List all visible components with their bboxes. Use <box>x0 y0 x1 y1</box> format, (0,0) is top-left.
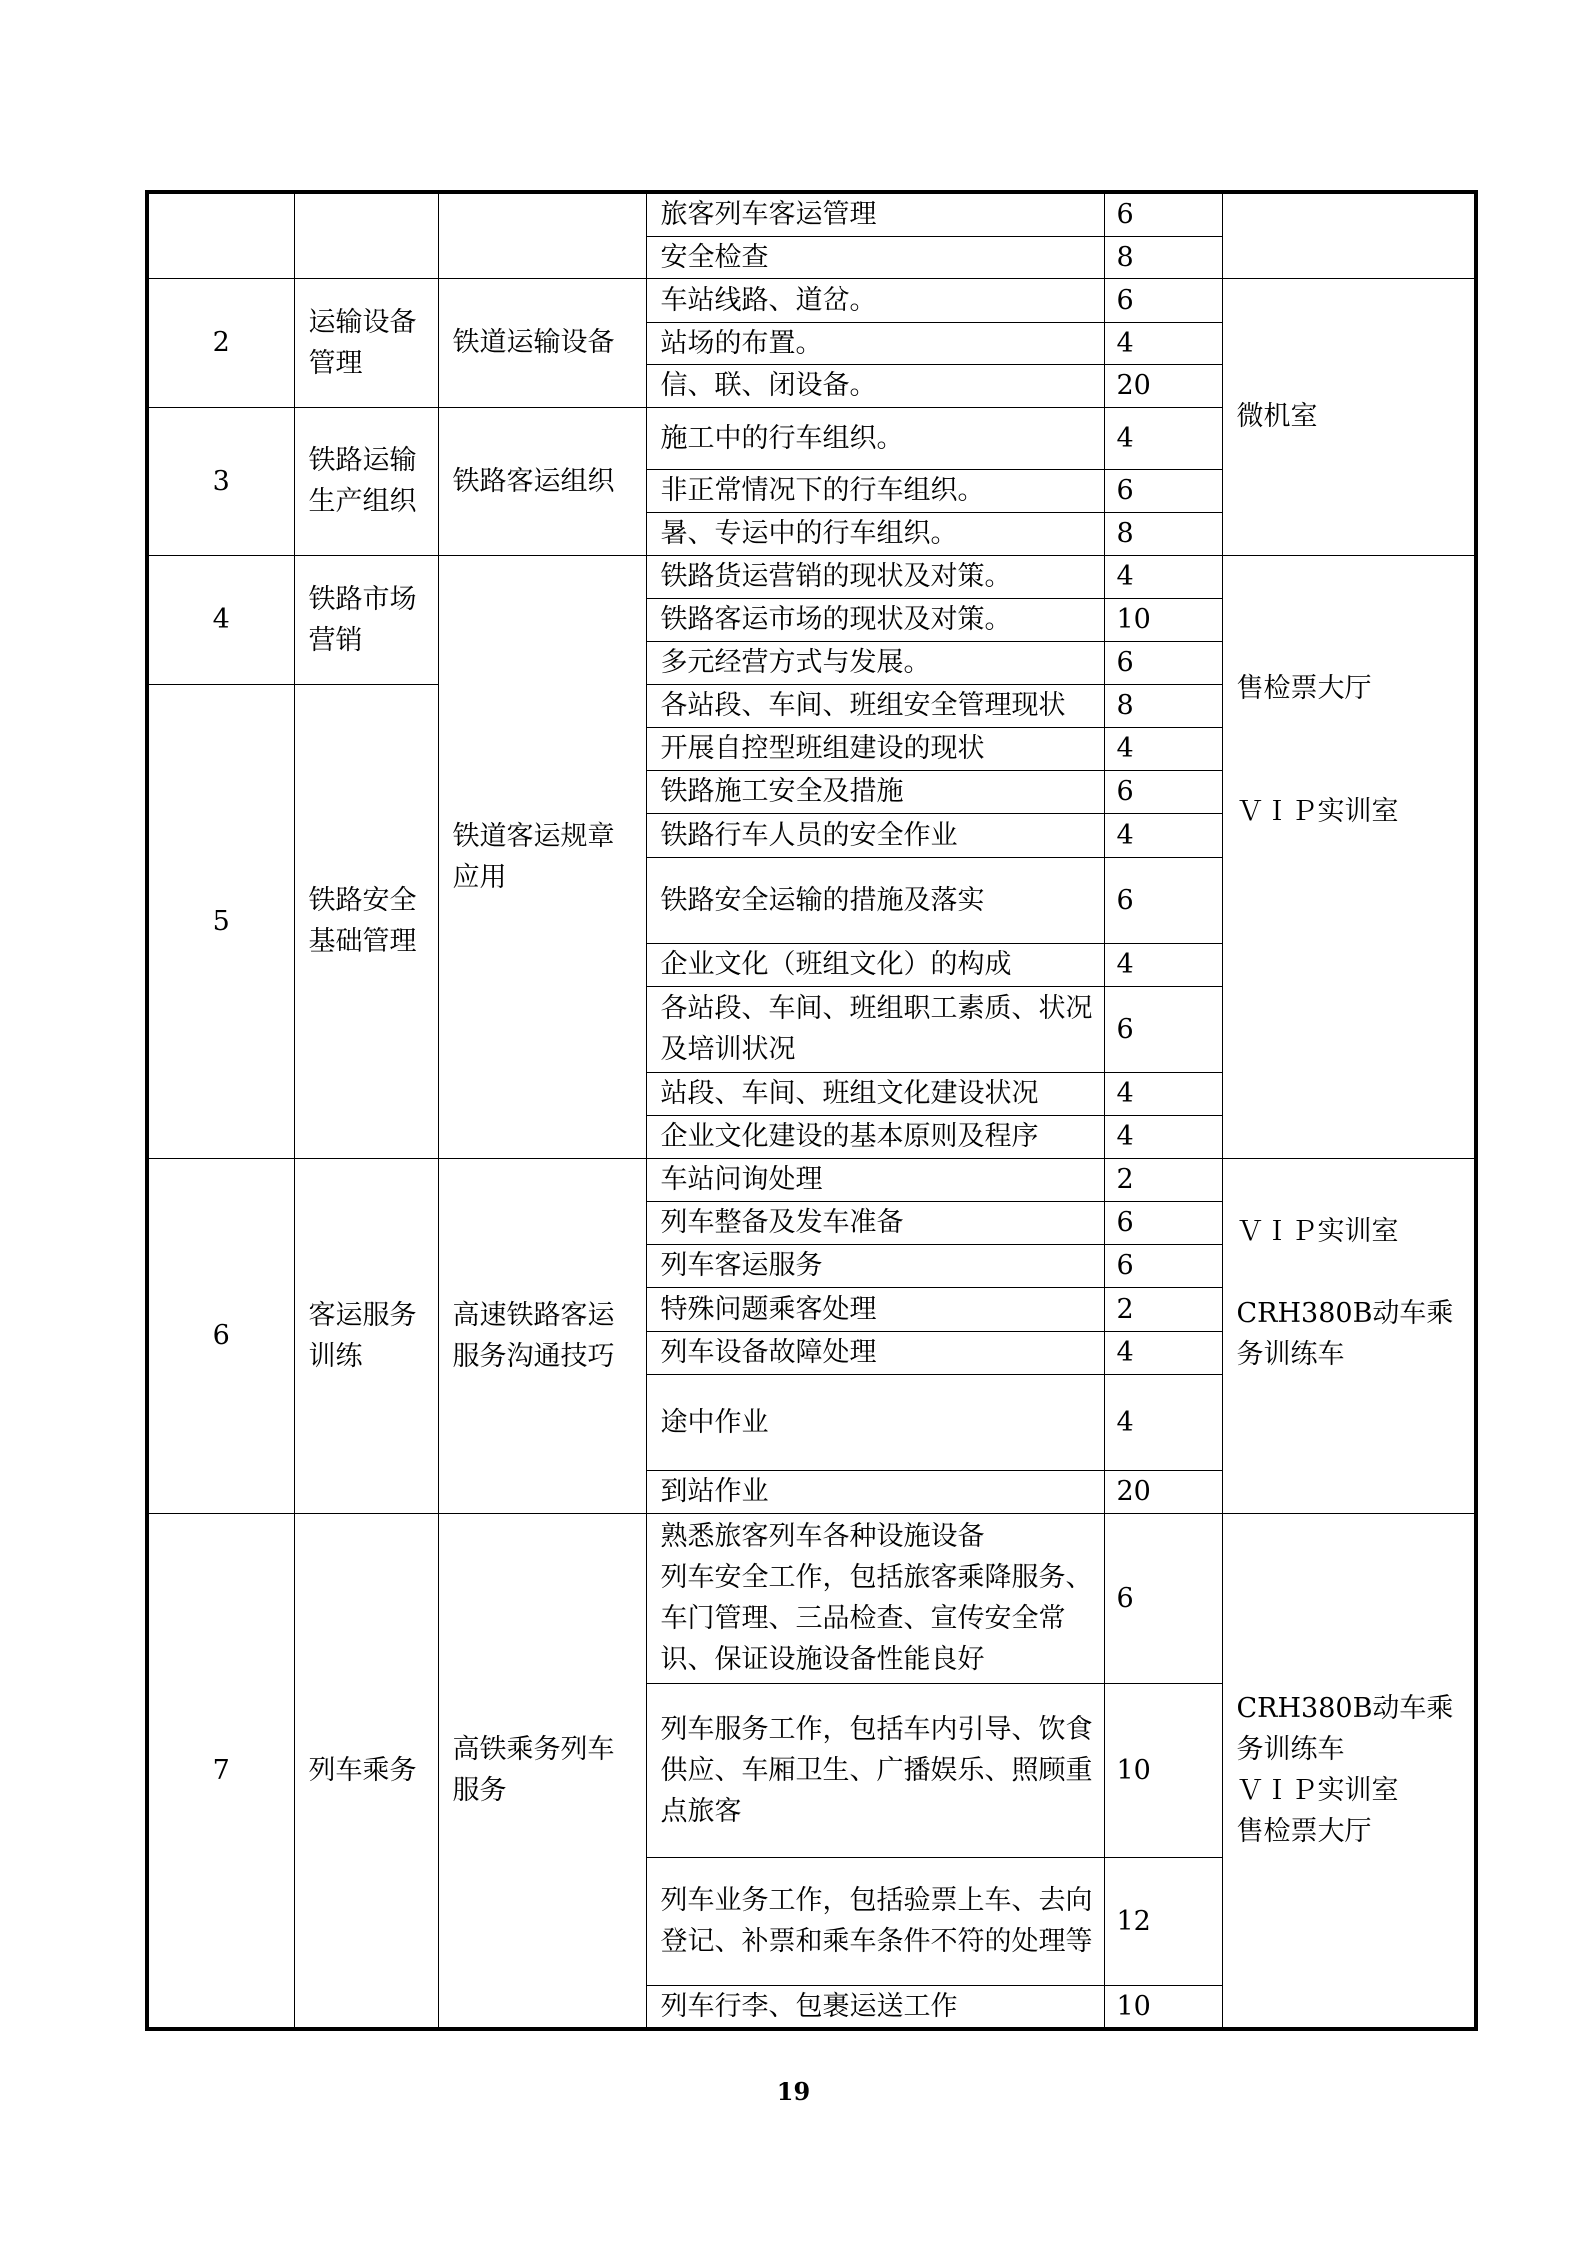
hours-cell: 4 <box>1104 1115 1222 1158</box>
topic-cell: 铁路行车人员的安全作业 <box>646 813 1104 857</box>
topic-cell: 列车行李、包裹运送工作 <box>646 1985 1104 2029</box>
topic-cell: 站场的布置。 <box>646 322 1104 364</box>
topic-cell: 车站线路、道岔。 <box>646 278 1104 322</box>
topic-cell: 旅客列车客运管理 <box>646 192 1104 236</box>
hours-cell: 6 <box>1104 641 1222 684</box>
project-cell: 客运服务训练 <box>294 1158 438 1513</box>
project-cell: 铁路安全基础管理 <box>294 684 438 1158</box>
hours-cell: 10 <box>1104 598 1222 641</box>
topic-cell: 站段、车间、班组文化建设状况 <box>646 1072 1104 1115</box>
table-row <box>147 1158 1476 1201</box>
hours-cell: 10 <box>1104 1985 1222 2029</box>
topic-cell: 列车设备故障处理 <box>646 1331 1104 1374</box>
site-ticket-hall: 售检票大厅 <box>1236 672 1372 704</box>
topic-cell: 列车服务工作，包括车内引导、饮食供应、车厢卫生、广播娱乐、照顾重点旅客 <box>646 1683 1104 1857</box>
project-cell: 运输设备管理 <box>294 278 438 407</box>
topic-cell: 铁路安全运输的措施及落实 <box>646 857 1104 943</box>
topic-cell: 暑、专运中的行车组织。 <box>646 512 1104 555</box>
number-cell: 2 <box>147 278 294 407</box>
site-vip-room: ＶＩＰ实训室 <box>1236 795 1399 827</box>
hours-cell: 6 <box>1104 192 1222 236</box>
number-cell: 6 <box>147 1158 294 1513</box>
hours-cell: 6 <box>1104 1513 1222 1683</box>
site-cell <box>1222 1158 1476 1513</box>
hours-cell: 6 <box>1104 770 1222 813</box>
site-cell <box>1222 555 1476 1158</box>
hours-cell: 6 <box>1104 857 1222 943</box>
hours-cell: 12 <box>1104 1857 1222 1985</box>
hours-cell: 4 <box>1104 1331 1222 1374</box>
hours-cell: 4 <box>1104 322 1222 364</box>
site-crh-train: CRH380B动车乘务训练车 <box>1236 1297 1454 1370</box>
topic-cell: 非正常情况下的行车组织。 <box>646 469 1104 512</box>
topic-cell: 列车业务工作，包括验票上车、去向登记、补票和乘车条件不符的处理等 <box>646 1857 1104 1985</box>
table-row <box>147 278 1476 322</box>
number-cell: 7 <box>147 1513 294 2029</box>
hours-cell: 6 <box>1104 1201 1222 1244</box>
topic-cell: 企业文化建设的基本原则及程序 <box>646 1115 1104 1158</box>
course-cell: 铁路客运组织 <box>438 407 646 555</box>
topic-cell: 施工中的行车组织。 <box>646 407 1104 469</box>
hours-cell: 8 <box>1104 236 1222 278</box>
hours-cell: 8 <box>1104 684 1222 727</box>
topic-cell: 各站段、车间、班组职工素质、状况及培训状况 <box>646 986 1104 1072</box>
course-cell: 铁道客运规章应用 <box>438 555 646 1158</box>
topic-cell: 安全检查 <box>646 236 1104 278</box>
project-cell: 铁路运输生产组织 <box>294 407 438 555</box>
table-row <box>147 192 1476 236</box>
hours-cell: 6 <box>1104 278 1222 322</box>
course-cell: 高速铁路客运服务沟通技巧 <box>438 1158 646 1513</box>
hours-cell: 2 <box>1104 1287 1222 1331</box>
course-cell: 铁道运输设备 <box>438 278 646 407</box>
site-cell <box>1222 192 1476 278</box>
table-row <box>147 555 1476 598</box>
hours-cell: 4 <box>1104 943 1222 986</box>
table-row <box>147 1513 1476 1683</box>
topic-cell: 铁路货运营销的现状及对策。 <box>646 555 1104 598</box>
topic-cell: 到站作业 <box>646 1470 1104 1513</box>
topic-cell: 列车整备及发车准备 <box>646 1201 1104 1244</box>
topic-cell: 铁路施工安全及措施 <box>646 770 1104 813</box>
site-cell: CRH380B动车乘务训练车 ＶＩＰ实训室 售检票大厅 <box>1222 1513 1476 2029</box>
hours-cell: 10 <box>1104 1683 1222 1857</box>
hours-cell: 8 <box>1104 512 1222 555</box>
topic-cell: 多元经营方式与发展。 <box>646 641 1104 684</box>
course-cell <box>438 192 646 278</box>
hours-cell: 4 <box>1104 407 1222 469</box>
hours-cell: 20 <box>1104 1470 1222 1513</box>
project-cell: 铁路市场营销 <box>294 555 438 684</box>
site-cell: 微机室 <box>1222 278 1476 555</box>
hours-cell: 2 <box>1104 1158 1222 1201</box>
number-cell: 4 <box>147 555 294 684</box>
project-cell <box>294 192 438 278</box>
hours-cell: 6 <box>1104 469 1222 512</box>
hours-cell: 4 <box>1104 555 1222 598</box>
topic-cell: 各站段、车间、班组安全管理现状 <box>646 684 1104 727</box>
topic-cell: 途中作业 <box>646 1374 1104 1470</box>
topic-cell: 熟悉旅客列车各种设施设备 列车安全工作，包括旅客乘降服务、车门管理、三品检查、宣传安全常识、保证设施设备性能良好 <box>646 1513 1104 1683</box>
site-vip-room: ＶＩＰ实训室 <box>1236 1215 1399 1247</box>
hours-cell: 4 <box>1104 1374 1222 1470</box>
hours-cell: 20 <box>1104 364 1222 407</box>
number-cell <box>147 192 294 278</box>
hours-cell: 6 <box>1104 1244 1222 1287</box>
hours-cell: 6 <box>1104 986 1222 1072</box>
topic-cell: 特殊问题乘客处理 <box>646 1287 1104 1331</box>
project-cell: 列车乘务 <box>294 1513 438 2029</box>
topic-cell: 信、联、闭设备。 <box>646 364 1104 407</box>
page-number: 19 <box>776 2077 811 2106</box>
number-cell: 5 <box>147 684 294 1158</box>
number-cell: 3 <box>147 407 294 555</box>
topic-cell: 铁路客运市场的现状及对策。 <box>646 598 1104 641</box>
hours-cell: 4 <box>1104 1072 1222 1115</box>
course-cell: 高铁乘务列车服务 <box>438 1513 646 2029</box>
hours-cell: 4 <box>1104 813 1222 857</box>
topic-cell: 企业文化（班组文化）的构成 <box>646 943 1104 986</box>
training-schedule-table <box>145 190 1478 2031</box>
topic-cell: 列车客运服务 <box>646 1244 1104 1287</box>
hours-cell: 4 <box>1104 727 1222 770</box>
topic-cell: 开展自控型班组建设的现状 <box>646 727 1104 770</box>
topic-cell: 车站问询处理 <box>646 1158 1104 1201</box>
